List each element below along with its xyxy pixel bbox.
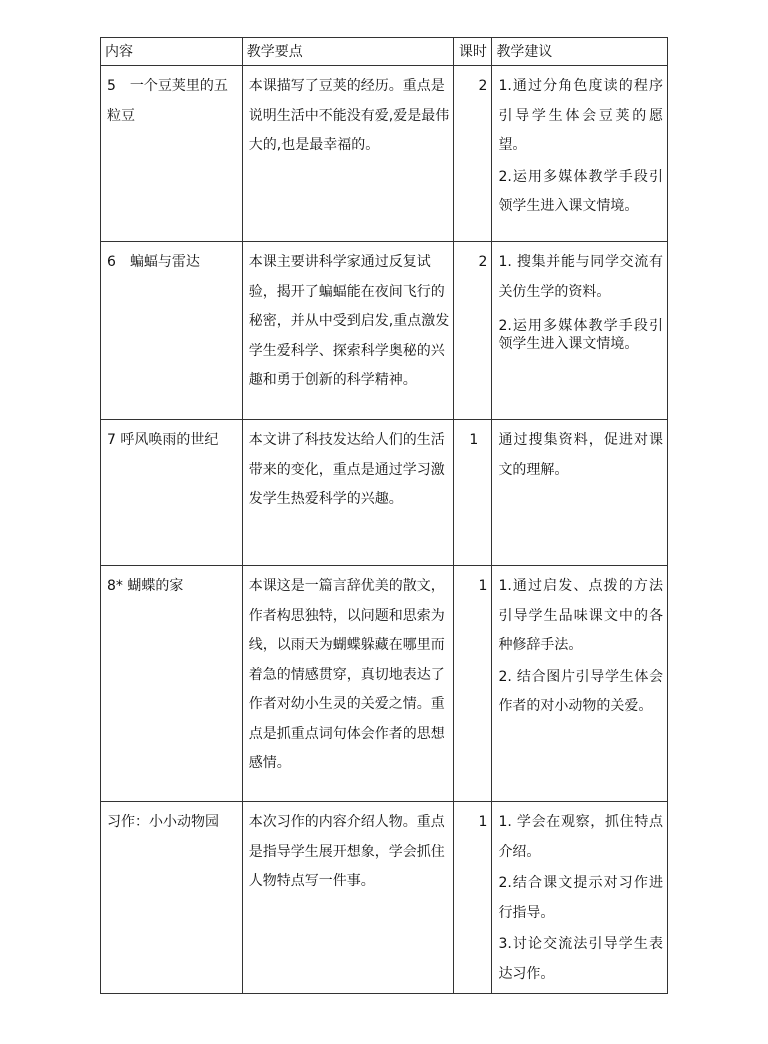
row-content: 7 呼风唤雨的世纪 [101, 420, 243, 566]
suggestion-item: 2.运用多媒体教学手段引领学生进入课文情境。 [498, 318, 663, 352]
row-suggestions [492, 566, 668, 802]
row-content: 5 一个豆荚里的五粒豆 [101, 66, 243, 242]
row-key-points: 本次习作的内容介绍人物。重点是指导学生展开想象，学会抓住人物特点写一件事。 [242, 802, 454, 994]
row-suggestions [492, 420, 668, 566]
row-key-points: 本课主要讲科学家通过反复试验，揭开了蝙蝠能在夜间飞行的秘密，并从中受到启发,重点激发学生爱科学、探索科学奥秘的兴趣和勇于创新的科学精神。 [242, 242, 454, 420]
row-content: 8* 蝴蝶的家 [101, 566, 243, 802]
row-hours: 2 [454, 242, 492, 420]
suggestion-item: 通过搜集资料，促进对课文的理解。 [498, 432, 663, 478]
suggestion-item: 2.结合课文提示对习作进行指导。 [498, 875, 663, 921]
table-row [101, 802, 668, 994]
row-content: 6 蝙蝠与雷达 [101, 242, 243, 420]
row-hours: 1 [454, 420, 492, 566]
row-hours: 1 [454, 802, 492, 994]
suggestion-item: 1. 搜集并能与同学交流有关仿生学的资料。 [498, 254, 663, 300]
row-suggestions [492, 242, 668, 420]
suggestion-item: 1. 学会在观察，抓住特点介绍。 [498, 814, 663, 860]
table-row [101, 242, 668, 420]
header-suggestions: 教学建议 [492, 38, 668, 66]
suggestion-item: 1.通过启发、点拨的方法引导学生品味课文中的各种修辞手法。 [498, 578, 663, 653]
table-row [101, 66, 668, 242]
table-row [101, 566, 668, 802]
row-key-points: 本文讲了科技发达给人们的生活带来的变化，重点是通过学习激发学生热爱科学的兴趣。 [242, 420, 454, 566]
row-hours: 2 [454, 66, 492, 242]
suggestion-item: 2. 结合图片引导学生体会作者的对小动物的关爱。 [498, 668, 663, 714]
header-row [101, 38, 668, 66]
row-key-points: 本课这是一篇言辞优美的散文，作者构思独特，以问题和思索为线，以雨天为蝴蝶躲藏在哪里而着急的情感贯穿，真切地表达了作者对幼小生灵的关爱之情。重点是抓重点词句体会作者的思想感情。 [242, 566, 454, 802]
row-key-points: 本课描写了豆荚的经历。重点是说明生活中不能没有爱,爱是最伟大的,也是最幸福的。 [242, 66, 454, 242]
header-content: 内容 [101, 38, 243, 66]
row-content: 习作：小小动物园 [101, 802, 243, 994]
suggestion-item: 3.讨论交流法引导学生表达习作。 [498, 936, 663, 982]
lesson-plan-table [100, 37, 668, 994]
suggestion-item: 1.通过分角色度读的程序引导学生体会豆荚的愿望。 [498, 78, 663, 153]
row-suggestions [492, 802, 668, 994]
suggestion-item: 2.运用多媒体教学手段引领学生进入课文情境。 [498, 168, 663, 214]
table-row [101, 420, 668, 566]
row-hours: 1 [454, 566, 492, 802]
header-hours: 课时 [454, 38, 492, 66]
header-key-points: 教学要点 [242, 38, 454, 66]
row-suggestions [492, 66, 668, 242]
